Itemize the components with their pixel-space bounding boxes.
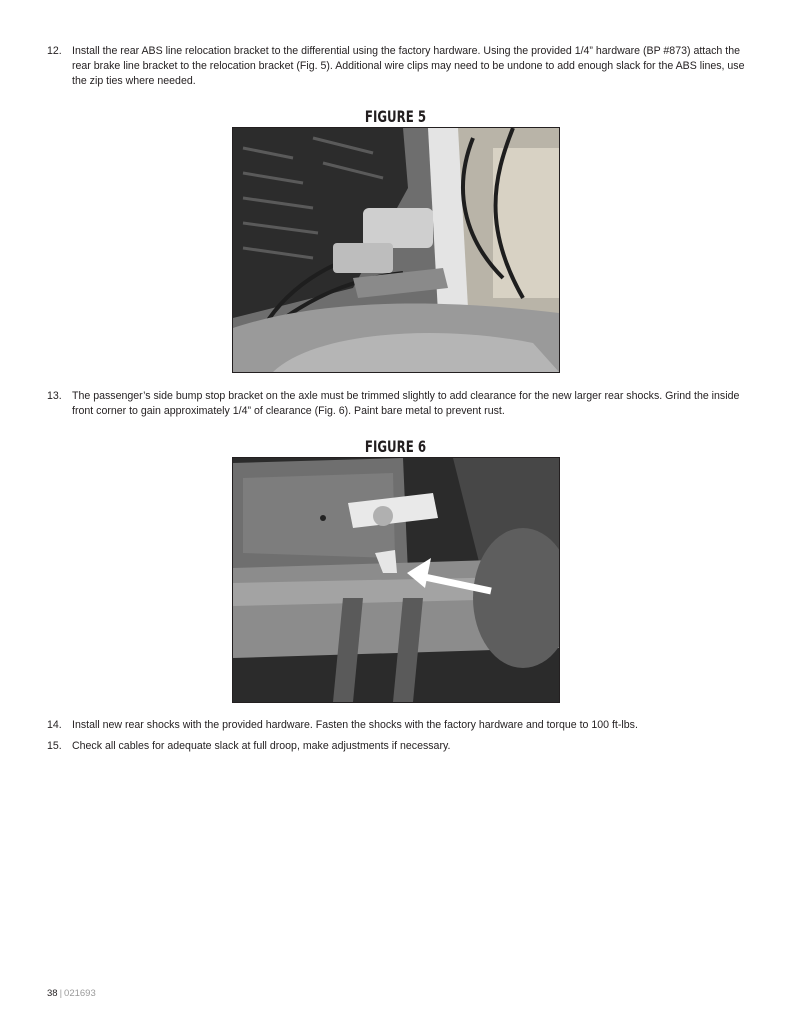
figure-5-title: FIGURE 5 <box>364 107 427 126</box>
page-footer <box>47 988 96 999</box>
step-text: Install new rear shocks with the provided hardware. Fasten the shocks with the factory hardware and torque to 100 ft-lbs. <box>72 719 638 731</box>
step-number: 13. <box>47 390 62 402</box>
footer-separator: | <box>59 988 63 999</box>
step-text: The passenger’s side bump stop bracket on the axle must be trimmed slightly to add clearance for the new larger rear shocks. Grind the inside front corner to gain approximately 1/4” of clearance (Fig. 6). Paint bare metal to prevent rust. <box>72 390 740 417</box>
page-number: 38 <box>47 988 58 999</box>
step-number: 12. <box>47 45 62 57</box>
figure-6-title: FIGURE 6 <box>364 437 427 456</box>
document-number: 021693 <box>64 988 96 999</box>
figure-6-image <box>233 458 559 702</box>
step-number: 15. <box>47 740 62 752</box>
step-text: Check all cables for adequate slack at full droop, make adjustments if necessary. <box>72 740 451 752</box>
figure-6-photo <box>232 457 560 703</box>
figure-5-photo <box>232 127 560 373</box>
step-number: 14. <box>47 719 62 731</box>
figure-5-image <box>233 128 559 372</box>
step-text: Install the rear ABS line relocation bracket to the differential using the factory hardware. Using the provided 1/4” hardware (BP #873) attach the rear brake line bracket to the relocation bracket (Fig. 5). Additional wire clips may need to be undone to add enough slack for the ABS lines, use the zip ties where needed. <box>72 45 745 87</box>
